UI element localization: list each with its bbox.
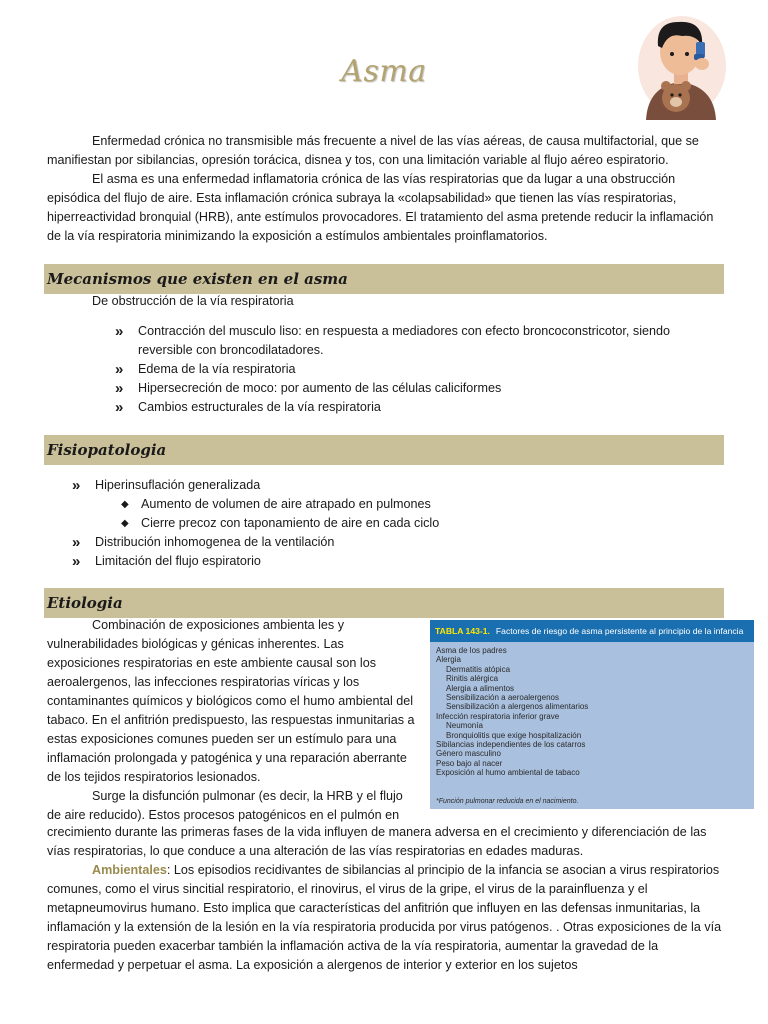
table-label: TABLA 143-1.	[435, 626, 490, 636]
etiologia-paragraph-1: Combinación de exposiciones ambienta les y vulnerabilidades biológicas y génicas inherentes. Las exposiciones respiratorias en este ambiente causal son los aeroalergenos, las infecciones respiratorias víricas y los contaminantes químicos y biológicos como el humo ambiental del tabaco. En el anfitrión predispuesto, las respuestas inmunitarias a estas exposiciones comunes pueden ser un estímulo para una inflamación prolongada y patogénica y una reparación aberrante de los tejidos respiratorios lesionados.	[47, 618, 415, 784]
ambientales-text: : Los episodios recidivantes de sibilancias al principio de la infancia se asocian a virus respiratorios comunes, como el virus sincitial respiratorio, el rinovirus, el virus de la gripe, el virus de la parainfluenza y el metapneumovirus humano. Esto implica que características del anfitrión que influyen en las defensas inmunitarias, la inflamación y la extensión de la lesión en la vía respiratoria producida por virus patógenos. . Otras exposiciones de la vía respiratoria pueden exacerbar también la inflamación activa de la vía respiratoria, aumentar la gravedad de la enfermedad y perpetuar el asma. La exposición a alergenos de interior y exterior en los sujetos	[47, 863, 722, 972]
section-fisiopatologia-title: Fisiopatologia	[47, 441, 167, 459]
mecanismos-list	[47, 322, 723, 417]
diamond-bullet-icon: ◆	[121, 499, 129, 510]
chevron-bullet-icon: »	[72, 553, 81, 570]
list-item: » Edema de la vía respiratoria	[115, 361, 296, 378]
section-mecanismos-title: Mecanismos que existen en el asma	[47, 270, 348, 288]
list-item: » Contracción del musculo liso: en respuesta a mediadores con efecto broncoconstricotor, siendo reversible con broncodilatadores.	[115, 323, 671, 357]
table-row: Asma de los padres	[436, 646, 507, 655]
etiologia-paragraph-2a: Surge la disfunción pulmonar (es decir, la HRB y el flujo de aire reducido). Estos procesos patogénicos en el pulmón en	[47, 789, 403, 822]
etiologia-full-text	[47, 823, 723, 975]
list-item: » Distribución inhomogenea de la ventilación	[72, 534, 335, 551]
chevron-bullet-icon: »	[115, 399, 124, 416]
section-fisiopatologia-header	[44, 435, 724, 465]
chevron-bullet-icon: »	[115, 323, 124, 340]
table-row: Peso bajo al nacer	[436, 758, 503, 768]
mecanismos-section	[47, 292, 723, 417]
table-row: Sensibilización a alergenos alimentarios	[446, 702, 589, 712]
table-title: Factores de riesgo de asma persistente al principio de la infancia	[495, 626, 744, 636]
etiologia-ambientales-paragraph	[47, 861, 723, 975]
table-row: Rinitis alérgica	[446, 674, 499, 684]
fisiopatologia-sublist	[95, 495, 723, 533]
table-row: Exposición al humo ambiental de tabaco	[436, 768, 580, 778]
chevron-bullet-icon: »	[72, 477, 81, 494]
table-row: Sensibilización a aeroalergenos	[446, 693, 559, 703]
etiologia-column-text	[47, 616, 415, 825]
list-item: » Limitación del flujo espiratorio	[72, 553, 261, 570]
list-item: ◆ Cierre precoz con taponamiento de aire en cada ciclo	[141, 514, 723, 533]
intro-paragraph-1: Enfermedad crónica no transmisible más frecuente a nivel de las vías aéreas, de causa multifactorial, que se manifiestan por sibilancias, opresión torácica, disnea y tos, con una limitación variable al flujo aéreo espiratorio.	[47, 134, 699, 167]
mecanismos-lead: De obstrucción de la vía respiratoria	[92, 294, 294, 308]
intro-paragraph-2: El asma es una enfermedad inflamatoria crónica de las vías respiratorias que da lugar a una obstrucción episódica del flujo de aire. Esta inflamación crónica subraya la «colapsabilidad» que tienen las vías respiratorias, hiperreactividad bronquial (HRB), ante estímulos provocadores. El tratamiento del asma pretende reducir la inflamación de la vía respiratoria minimizando la exposición a estímulos ambientales proinflamatorios.	[47, 172, 714, 243]
ambientales-label: Ambientales	[92, 863, 167, 877]
list-item: » Cambios estructurales de la vía respiratoria	[115, 399, 381, 416]
section-etiologia-title: Etiologia	[47, 594, 123, 612]
risk-factors-table	[430, 620, 754, 809]
intro-section	[47, 132, 723, 246]
chevron-bullet-icon: »	[72, 534, 81, 551]
table-row: Alergia	[436, 655, 461, 665]
table-row: Infección respiratoria inferior grave	[436, 711, 560, 721]
fisiopatologia-section	[47, 476, 723, 571]
diamond-bullet-icon: ◆	[121, 518, 129, 529]
page-title: Asma	[341, 54, 427, 89]
table-row: Neumonía	[446, 721, 483, 731]
table-header	[430, 620, 754, 642]
table-row: Género masculino	[436, 749, 501, 759]
list-item: » Hiperinsuflación generalizada ◆ Aumento de volumen de aire atrapado en pulmones ◆ Cierre precoz con taponamiento de aire en cada ciclo	[95, 476, 723, 533]
section-mecanismos-header	[44, 264, 724, 294]
chevron-bullet-icon: »	[115, 361, 124, 378]
chevron-bullet-icon: »	[115, 380, 124, 397]
child-inhaler-illustration	[632, 8, 728, 120]
table-row: Alergia a alimentos	[446, 683, 515, 693]
table-footnote: *Función pulmonar reducida en el nacimiento.	[436, 798, 579, 805]
table-body	[430, 642, 754, 778]
section-etiologia-header	[44, 588, 724, 618]
table-row: Sibilancias independientes de los catarros	[436, 740, 586, 750]
table-row: Bronquiolitis que exige hospitalización	[446, 730, 582, 740]
etiologia-paragraph-2b: crecimiento durante las primeras fases de la vida influyen de manera adversa en el crecimiento y diferenciación de las vías respiratorias, lo que conduce a una alteración de las vías respiratorias en edades maduras.	[47, 825, 707, 858]
list-item: ◆ Aumento de volumen de aire atrapado en pulmones	[141, 495, 723, 514]
table-row: Dermatitis atópica	[446, 664, 511, 674]
fisiopatologia-list	[47, 476, 723, 571]
list-item: » Hipersecreción de moco: por aumento de las células caliciformes	[115, 380, 502, 397]
